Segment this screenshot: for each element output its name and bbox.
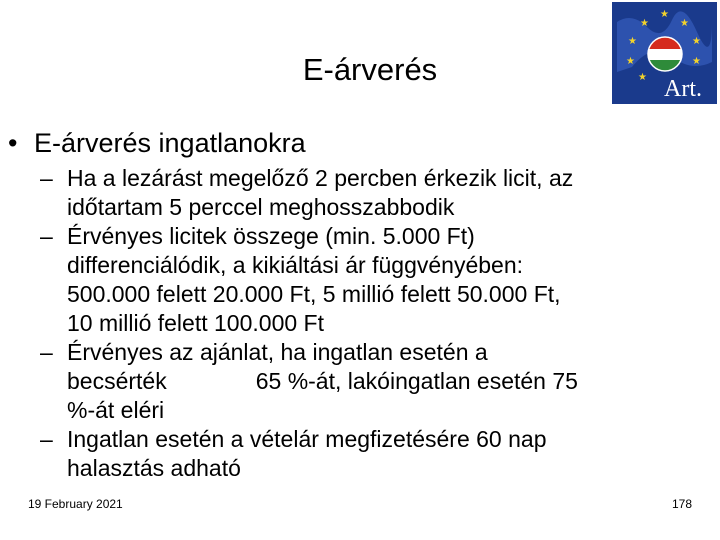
sub-bullet-text: differenciálódik, a kikiáltási ár függvényében:	[67, 252, 524, 278]
sub-bullet-text: becsérték	[67, 368, 167, 394]
logo-star: ★	[660, 9, 669, 20]
dash-marker: –	[40, 426, 53, 452]
dash-marker: –	[40, 165, 53, 191]
dash-marker: –	[40, 339, 53, 365]
sub-bullet-item	[40, 338, 700, 425]
sub-bullet-text: 500.000 felett 20.000 Ft, 5 millió felett 50.000 Ft,	[67, 281, 561, 307]
footer-date: 19 February 2021	[28, 497, 123, 511]
main-bullet-label: E-árverés ingatlanokra	[34, 128, 306, 158]
bullet-dot: •	[8, 128, 18, 158]
logo-star: ★	[692, 56, 701, 67]
sub-bullet-text: 65 %-át, lakóingatlan esetén 75	[255, 368, 578, 394]
sub-bullet-list	[40, 164, 700, 483]
sub-bullet-text: Ingatlan esetén a vételár megfizetésére 60 nap	[67, 426, 547, 452]
logo-star: ★	[680, 18, 689, 29]
dash-marker: –	[40, 223, 53, 249]
logo-star: ★	[638, 72, 647, 83]
sub-bullet-text: időtartam 5 perccel meghosszabbodik	[67, 194, 455, 220]
logo-star: ★	[692, 36, 701, 47]
sub-bullet-text: 10 millió felett 100.000 Ft	[67, 310, 324, 336]
page-number: 178	[671, 497, 692, 511]
sub-bullet-text: Érvényes licitek összege (min. 5.000 Ft)	[67, 223, 475, 249]
sub-bullet-item	[40, 425, 700, 483]
sub-bullet-item	[40, 222, 700, 338]
sub-bullet-text: Érvényes az ajánlat, ha ingatlan esetén a	[67, 339, 488, 365]
logo-text: Art.	[664, 76, 702, 102]
sub-bullet-text: %-át eléri	[67, 397, 165, 423]
logo-star: ★	[626, 56, 635, 67]
sub-bullet-text: halasztás adható	[67, 455, 241, 481]
slide-title: E-árverés	[302, 52, 438, 87]
logo-star: ★	[628, 36, 637, 47]
sub-bullet-text-row	[67, 367, 700, 396]
sub-bullet-item	[40, 164, 700, 222]
eu-hungary-art-logo	[612, 2, 717, 104]
sub-bullet-text: Ha a lezárást megelőző 2 percben érkezik licit, az	[67, 165, 574, 191]
logo-star: ★	[640, 18, 649, 29]
